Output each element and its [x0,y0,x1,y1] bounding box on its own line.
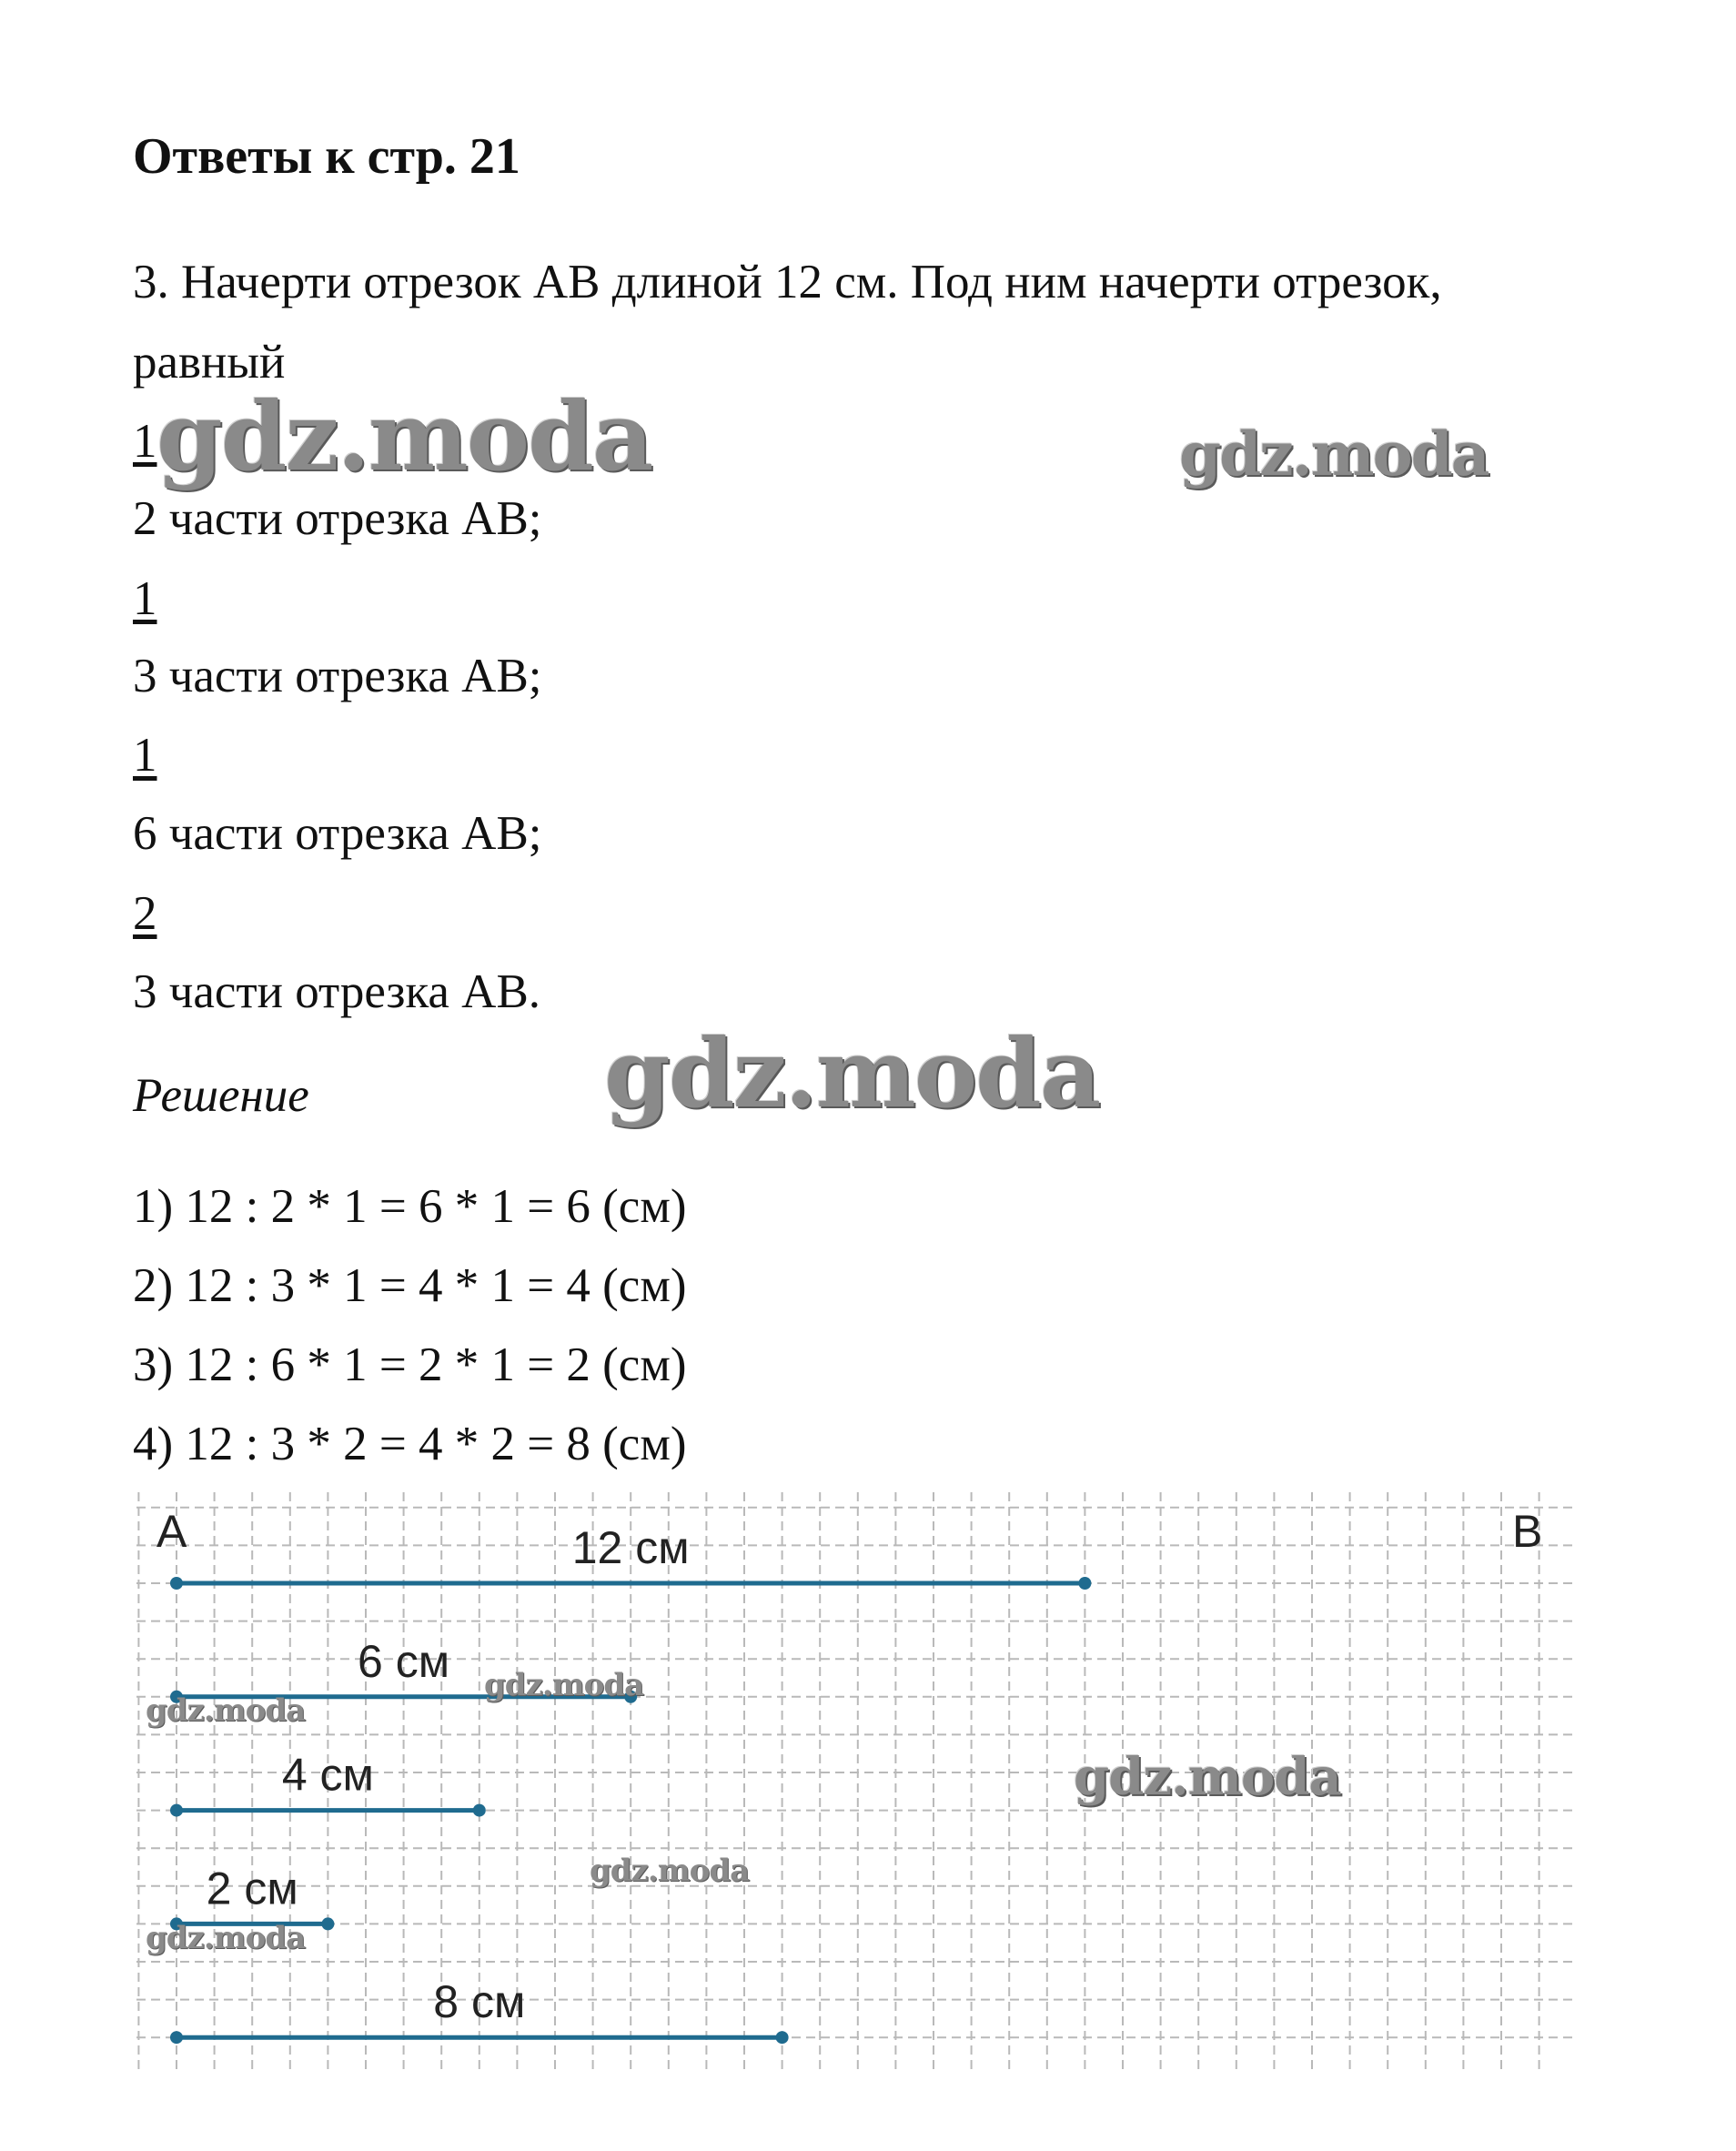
segments-drawing [136,1492,1574,2075]
watermark: gdz.moda [156,380,652,492]
watermark: gdz.moda [604,1017,1100,1129]
solution-line: 3) 12 : 6 * 1 = 2 * 1 = 2 (см) [133,1338,687,1391]
segment-endpoint [170,2031,183,2044]
page-title: Ответы к стр. 21 [133,128,520,185]
watermark: gdz.moda [1074,1747,1341,1807]
fraction-numerator: 2 [133,887,157,940]
watermark: gdz.moda [146,1920,306,1956]
watermark: gdz.moda [590,1853,750,1889]
segment-length-label: 8 см [433,1976,526,2028]
solution-line: 1) 12 : 2 * 1 = 6 * 1 = 6 (см) [133,1180,687,1233]
segment-length-label: 2 см [206,1863,298,1914]
solution-line: 2) 12 : 3 * 1 = 4 * 1 = 4 (см) [133,1259,687,1312]
point-b-label: B [1512,1506,1543,1557]
watermark: gdz.moda [1179,419,1489,490]
fraction-rest: 3 части отрезка АВ. [133,965,541,1018]
segment-endpoint [170,1804,183,1817]
watermark: gdz.moda [484,1667,644,1703]
segment-endpoint [321,1917,334,1930]
segment-length-label: 6 см [358,1635,450,1687]
solution-heading: Решение [133,1069,309,1122]
point-a-label: A [156,1506,187,1557]
segment-length-label: 4 см [281,1749,374,1801]
segment-endpoint [1078,1577,1091,1590]
fraction-numerator: 1 [133,415,157,468]
task-text-line2: равный [133,336,286,389]
fraction-numerator: 1 [133,729,157,782]
task-text-line1: 3. Начерти отрезок АВ длиной 12 см. Под ним начерти отрезок, [133,256,1442,308]
fraction-rest: 3 части отрезка АВ; [133,650,542,702]
watermark: gdz.moda [146,1692,306,1729]
segment-endpoint [170,1577,183,1590]
fraction-numerator: 1 [133,572,157,625]
segment-endpoint [473,1804,486,1817]
segment-length-label: 12 см [571,1522,690,1573]
fraction-rest: 2 части отрезка АВ; [133,492,542,545]
fraction-rest: 6 части отрезка АВ; [133,807,542,860]
solution-line: 4) 12 : 3 * 2 = 4 * 2 = 8 (см) [133,1418,687,1470]
segment-endpoint [776,2031,789,2044]
